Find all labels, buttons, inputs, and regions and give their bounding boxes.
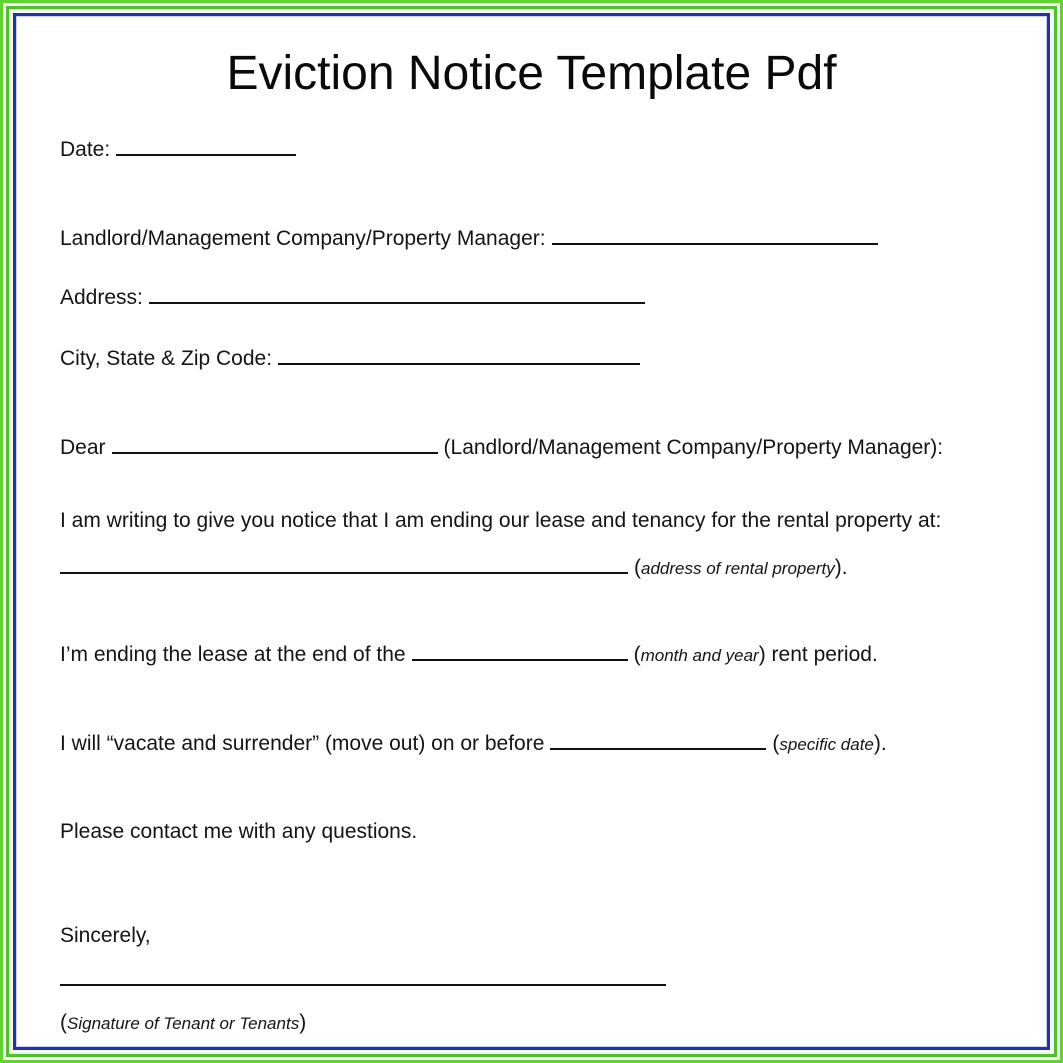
date-row [60, 136, 302, 163]
signature-hint-close: ) [299, 1011, 307, 1034]
vacate-hint: specific date [779, 735, 874, 754]
lease-end-row [60, 641, 878, 669]
city-row [60, 345, 646, 372]
frame-white-ring [3, 3, 1060, 1060]
contact-sentence: Please contact me with any questions. [60, 820, 418, 843]
landlord-label: Landlord/Management Company/Property Manager: [60, 227, 546, 250]
lease-end-hint-open: ( [633, 643, 641, 666]
property-hint-open: ( [634, 556, 641, 579]
frame-inner-green-ring [6, 6, 1057, 1057]
vacate-prefix: I will “vacate and surrender” (move out) on or before [60, 732, 545, 755]
landlord-row [60, 225, 884, 252]
lease-end-blank[interactable] [412, 641, 628, 661]
lease-end-hint: month and year [640, 646, 759, 665]
lease-end-suffix: ) rent period. [758, 643, 878, 666]
vacate-hint-open: ( [772, 732, 780, 755]
address-blank[interactable] [149, 284, 645, 304]
city-blank[interactable] [278, 345, 640, 365]
dear-label: Dear [60, 436, 106, 459]
date-label: Date: [60, 138, 111, 161]
property-hint-close: ). [834, 556, 848, 579]
signature-hint: Signature of Tenant or Tenants [67, 1014, 300, 1033]
notice-sentence: I am writing to give you notice that I am ending our lease and tenancy for the rental property at: [60, 509, 942, 532]
date-blank[interactable] [116, 136, 296, 156]
signature-blank[interactable] [60, 984, 666, 986]
property-blank[interactable] [60, 554, 628, 574]
frame-inner-white-ring [9, 9, 1054, 1054]
notice-row [60, 508, 941, 534]
vacate-blank[interactable] [550, 730, 766, 750]
address-row [60, 284, 651, 311]
contact-row [60, 819, 417, 845]
document-sheet [13, 13, 1050, 1050]
closing-text: Sincerely, [60, 924, 151, 947]
dear-blank[interactable] [112, 434, 438, 454]
lease-end-prefix: I’m ending the lease at the end of the [60, 643, 406, 666]
document-title: Eviction Notice Template Pdf [226, 47, 837, 100]
signature-hint-open: ( [60, 1011, 67, 1034]
city-label: City, State & Zip Code: [60, 347, 273, 370]
dear-suffix: (Landlord/Management Company/Property Manager): [443, 436, 944, 459]
vacate-hint-close: ). [873, 732, 887, 755]
signature-hint-row [60, 1010, 306, 1037]
vacate-row [60, 730, 887, 758]
property-hint: address of rental property [641, 559, 835, 578]
landlord-blank[interactable] [552, 225, 878, 245]
dear-row [60, 434, 943, 461]
property-row [60, 554, 848, 582]
closing-row [60, 923, 151, 949]
address-label: Address: [60, 286, 143, 309]
